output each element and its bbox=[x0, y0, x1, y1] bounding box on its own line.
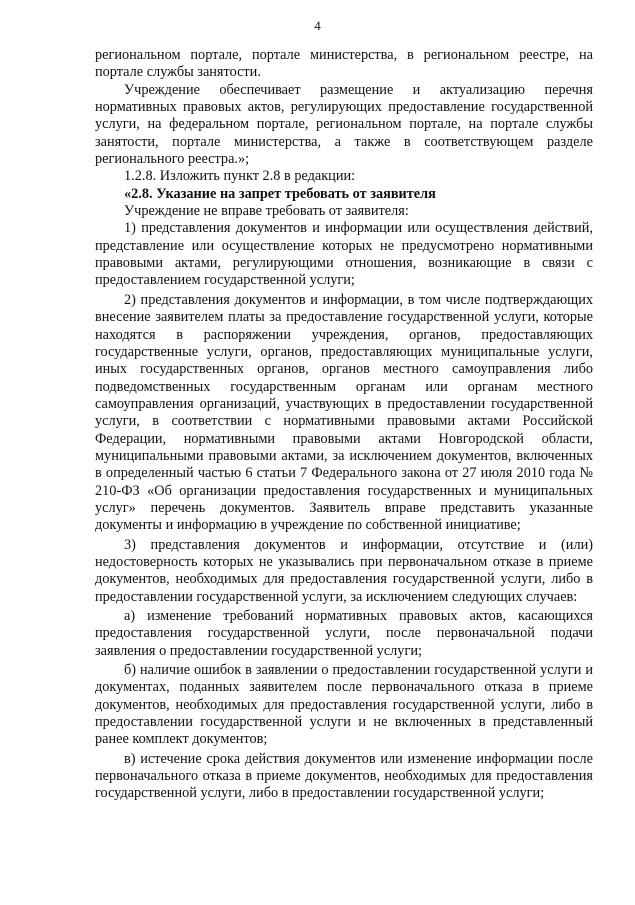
paragraph: региональном портале, портале министерства, в региональном реестре, на портале службы занятости. bbox=[95, 47, 593, 81]
sub-list-item: б) наличие ошибок в заявлении о предоставлении государственной услуги и документах, поданных заявителем после первоначального отказа в приеме документов, необходимых для предоставления государственной услуги, либо в предоставлении государственной услуги и не включенных в представленный ранее комплект документов; bbox=[95, 662, 593, 748]
sub-list-item: в) истечение срока действия документов или изменение информации после первоначального отказа в приеме документов, необходимых для предоставления государственной услуги, либо в предоставлении государственной услуги; bbox=[95, 750, 593, 802]
paragraph: Учреждение обеспечивает размещение и актуализацию перечня нормативных правовых актов, регулирующих предоставление государственной услуги, на федеральном портале, региональном портале, на портале службы занятости, портале министерства, а также в соответствующем разделе регионального реестра.»; bbox=[95, 81, 593, 168]
section-heading: «2.8. Указание на запрет требовать от заявителя bbox=[124, 185, 436, 202]
paragraph: 1.2.8. Изложить пункт 2.8 в редакции: bbox=[124, 168, 356, 185]
list-item: 2) представления документов и информации, в том числе подтверждающих внесение заявителем платы за предоставление государственной услуги, которые находятся в распоряжении учреждения, органов, предоставляющих государственные услуги, органов, предоставляющих муниципальные услуги, иных государственных органов, органов местного самоуправления либо подведомственных государственным органам или органам местного самоуправления организаций, участвующих в предоставлении государственной услуги, в соответствии с нормативными правовыми актами Российской Федерации, нормативными правовыми актами Новгородской области, муниципальными правовыми актами, за исключением документов, включенных в определенный частью 6 статьи 7 Федерального закона от 27 июля 2010 года № 210-ФЗ «Об организации предоставления государственных и муниципальных услуг» перечень документов. Заявитель вправе представить указанные документы и информацию в учреждение по собственной инициативе; bbox=[95, 291, 593, 534]
document-body bbox=[95, 47, 593, 803]
list-item: 1) представления документов и информации или осуществления действий, представление или осуществление которых не предусмотрено нормативными правовыми актами, регулирующими отношения, возникающие в связи с предоставлением государственной услуги; bbox=[95, 220, 593, 289]
paragraph: Учреждение не вправе требовать от заявителя: bbox=[124, 203, 409, 220]
page-number: 4 bbox=[314, 18, 321, 33]
list-item: 3) представления документов и информации, отсутствие и (или) недостоверность которых не указывались при первоначальном отказе в приеме документов, необходимых для предоставления государственной услуги, либо в предоставлении государственной услуги, за исключением следующих случаев: bbox=[95, 536, 593, 605]
sub-list-item: а) изменение требований нормативных правовых актов, касающихся предоставления государственной услуги, после первоначальной подачи заявления о предоставлении государственной услуги; bbox=[95, 608, 593, 659]
